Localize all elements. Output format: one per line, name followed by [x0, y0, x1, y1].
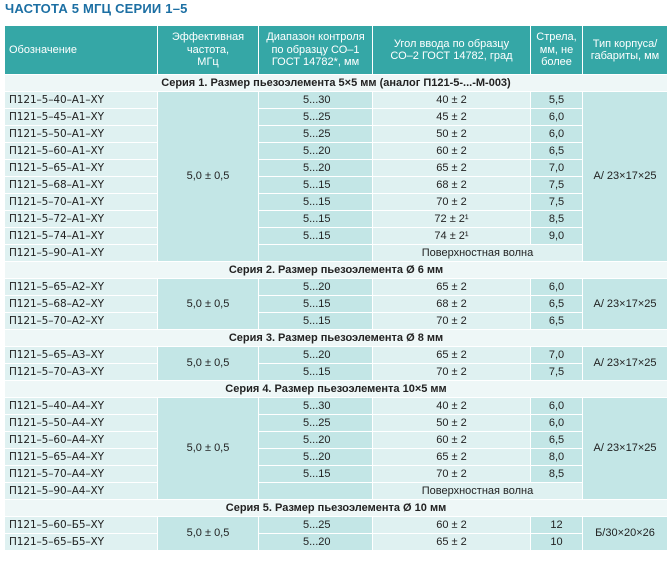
header-angle: Угол ввода по образцу СО–2 ГОСТ 14782, град — [373, 26, 531, 75]
table-row — [5, 415, 668, 432]
designation-cell: П121–5–70–А3–XY — [5, 364, 158, 381]
range-cell: 5...30 — [259, 398, 373, 415]
table-row — [5, 313, 668, 330]
range-cell — [259, 483, 373, 500]
angle-cell: 40 ± 2 — [373, 92, 531, 109]
arrow-cell: 7,5 — [531, 364, 583, 381]
arrow-cell: 5,5 — [531, 92, 583, 109]
angle-cell: 65 ± 2 — [373, 449, 531, 466]
angle-cell: 65 ± 2 — [373, 160, 531, 177]
range-cell: 5...25 — [259, 109, 373, 126]
header-row — [5, 26, 668, 75]
frequency-cell: 5,0 ± 0,5 — [158, 398, 259, 500]
table-row — [5, 466, 668, 483]
range-cell: 5...15 — [259, 177, 373, 194]
angle-cell: 60 ± 2 — [373, 143, 531, 160]
header-range: Диапазон контроля по образцу СО–1 ГОСТ 14782*, мм — [259, 26, 373, 75]
range-cell: 5...15 — [259, 228, 373, 245]
designation-cell: П121–5–65–А1–XY — [5, 160, 158, 177]
designation-cell: П121–5–65–А3–XY — [5, 347, 158, 364]
table-row — [5, 364, 668, 381]
table-row — [5, 177, 668, 194]
designation-cell: П121–5–70–А2–XY — [5, 313, 158, 330]
designation-cell: П121–5–45–А1–XY — [5, 109, 158, 126]
angle-cell: 74 ± 2¹ — [373, 228, 531, 245]
angle-cell: 70 ± 2 — [373, 194, 531, 211]
angle-cell: 68 ± 2 — [373, 177, 531, 194]
table-row — [5, 109, 668, 126]
arrow-cell: 10 — [531, 534, 583, 551]
range-cell: 5...20 — [259, 347, 373, 364]
housing-cell: А/ 23×17×25 — [583, 92, 668, 262]
series-title: Серия 3. Размер пьезоэлемента Ø 8 мм — [5, 330, 668, 347]
arrow-cell: 7,0 — [531, 160, 583, 177]
arrow-cell: 6,0 — [531, 109, 583, 126]
designation-cell: П121–5–40–А4–XY — [5, 398, 158, 415]
arrow-cell: 6,0 — [531, 126, 583, 143]
housing-cell: А/ 23×17×25 — [583, 398, 668, 500]
table-row — [5, 534, 668, 551]
range-cell: 5...20 — [259, 279, 373, 296]
designation-cell: П121–5–74–А1–XY — [5, 228, 158, 245]
housing-cell: А/ 23×17×25 — [583, 347, 668, 381]
range-cell: 5...15 — [259, 466, 373, 483]
range-cell: 5...15 — [259, 313, 373, 330]
table-row — [5, 143, 668, 160]
arrow-cell: 8,5 — [531, 466, 583, 483]
arrow-cell: 12 — [531, 517, 583, 534]
series-title: Серия 2. Размер пьезоэлемента Ø 6 мм — [5, 262, 668, 279]
frequency-cell: 5,0 ± 0,5 — [158, 92, 259, 262]
table-row — [5, 432, 668, 449]
angle-cell: 70 ± 2 — [373, 466, 531, 483]
range-cell: 5...20 — [259, 534, 373, 551]
arrow-cell: 7,5 — [531, 194, 583, 211]
header-frequency: Эффективная частота, МГц — [158, 26, 259, 75]
designation-cell: П121–5–70–А4–XY — [5, 466, 158, 483]
arrow-cell: 6,5 — [531, 143, 583, 160]
series-header-row — [5, 75, 668, 92]
table-row — [5, 211, 668, 228]
surface-wave-cell: Поверхностная волна — [373, 483, 583, 500]
series-title: Серия 1. Размер пьезоэлемента 5×5 мм (аналог П121-5-...-М-003) — [5, 75, 668, 92]
arrow-cell: 6,0 — [531, 279, 583, 296]
designation-cell: П121–5–68–А1–XY — [5, 177, 158, 194]
range-cell: 5...15 — [259, 211, 373, 228]
table-row — [5, 347, 668, 364]
table-row — [5, 449, 668, 466]
header-housing: Тип корпуса/ габариты, мм — [583, 26, 668, 75]
page-title: ЧАСТОТА 5 МГЦ СЕРИИ 1–5 — [5, 1, 188, 16]
frequency-cell: 5,0 ± 0,5 — [158, 279, 259, 330]
range-cell: 5...25 — [259, 517, 373, 534]
designation-cell: П121–5–60–А1–XY — [5, 143, 158, 160]
range-cell: 5...15 — [259, 364, 373, 381]
arrow-cell: 7,5 — [531, 177, 583, 194]
angle-cell: 50 ± 2 — [373, 415, 531, 432]
range-cell: 5...30 — [259, 92, 373, 109]
angle-cell: 65 ± 2 — [373, 534, 531, 551]
angle-cell: 40 ± 2 — [373, 398, 531, 415]
housing-cell: Б/30×20×26 — [583, 517, 668, 551]
table-row — [5, 296, 668, 313]
range-cell: 5...20 — [259, 160, 373, 177]
range-cell — [259, 245, 373, 262]
series-title: Серия 4. Размер пьезоэлемента 10×5 мм — [5, 381, 668, 398]
arrow-cell: 7,0 — [531, 347, 583, 364]
angle-cell: 70 ± 2 — [373, 364, 531, 381]
designation-cell: П121–5–72–А1–XY — [5, 211, 158, 228]
arrow-cell: 6,5 — [531, 296, 583, 313]
angle-cell: 50 ± 2 — [373, 126, 531, 143]
series-header-row — [5, 262, 668, 279]
angle-cell: 72 ± 2¹ — [373, 211, 531, 228]
series-title: Серия 5. Размер пьезоэлемента Ø 10 мм — [5, 500, 668, 517]
range-cell: 5...20 — [259, 432, 373, 449]
series-header-row — [5, 330, 668, 347]
designation-cell: П121–5–50–А1–XY — [5, 126, 158, 143]
designation-cell: П121–5–65–А4–XY — [5, 449, 158, 466]
arrow-cell: 6,5 — [531, 313, 583, 330]
arrow-cell: 8,5 — [531, 211, 583, 228]
designation-cell: П121–5–68–А2–XY — [5, 296, 158, 313]
angle-cell: 65 ± 2 — [373, 279, 531, 296]
housing-cell: А/ 23×17×25 — [583, 279, 668, 330]
range-cell: 5...25 — [259, 415, 373, 432]
angle-cell: 60 ± 2 — [373, 517, 531, 534]
header-designation: Обозначение — [5, 26, 158, 75]
angle-cell: 45 ± 2 — [373, 109, 531, 126]
angle-cell: 60 ± 2 — [373, 432, 531, 449]
designation-cell: П121–5–90–А4–XY — [5, 483, 158, 500]
range-cell: 5...15 — [259, 194, 373, 211]
table-row — [5, 228, 668, 245]
series-header-row — [5, 381, 668, 398]
arrow-cell: 6,0 — [531, 415, 583, 432]
range-cell: 5...20 — [259, 143, 373, 160]
table-row — [5, 194, 668, 211]
designation-cell: П121–5–65–Б5–XY — [5, 534, 158, 551]
arrow-cell: 6,5 — [531, 432, 583, 449]
range-cell: 5...20 — [259, 449, 373, 466]
frequency-cell: 5,0 ± 0,5 — [158, 517, 259, 551]
arrow-cell: 9,0 — [531, 228, 583, 245]
table-row — [5, 160, 668, 177]
table-row — [5, 92, 668, 109]
arrow-cell: 6,0 — [531, 398, 583, 415]
frequency-cell: 5,0 ± 0,5 — [158, 347, 259, 381]
table-row — [5, 126, 668, 143]
table-row — [5, 398, 668, 415]
designation-cell: П121–5–60–А4–XY — [5, 432, 158, 449]
angle-cell: 65 ± 2 — [373, 347, 531, 364]
surface-wave-cell: Поверхностная волна — [373, 245, 583, 262]
table-row — [5, 517, 668, 534]
designation-cell: П121–5–65–А2–XY — [5, 279, 158, 296]
table-row — [5, 245, 668, 262]
angle-cell: 68 ± 2 — [373, 296, 531, 313]
table-row — [5, 483, 668, 500]
range-cell: 5...15 — [259, 296, 373, 313]
arrow-cell: 8,0 — [531, 449, 583, 466]
probe-spec-table — [4, 25, 668, 551]
designation-cell: П121–5–60–Б5–XY — [5, 517, 158, 534]
designation-cell: П121–5–40–А1–XY — [5, 92, 158, 109]
table-row — [5, 279, 668, 296]
angle-cell: 70 ± 2 — [373, 313, 531, 330]
designation-cell: П121–5–70–А1–XY — [5, 194, 158, 211]
range-cell: 5...25 — [259, 126, 373, 143]
designation-cell: П121–5–50–А4–XY — [5, 415, 158, 432]
designation-cell: П121–5–90–А1–XY — [5, 245, 158, 262]
series-header-row — [5, 500, 668, 517]
header-arrow: Стрела, мм, не более — [531, 26, 583, 75]
